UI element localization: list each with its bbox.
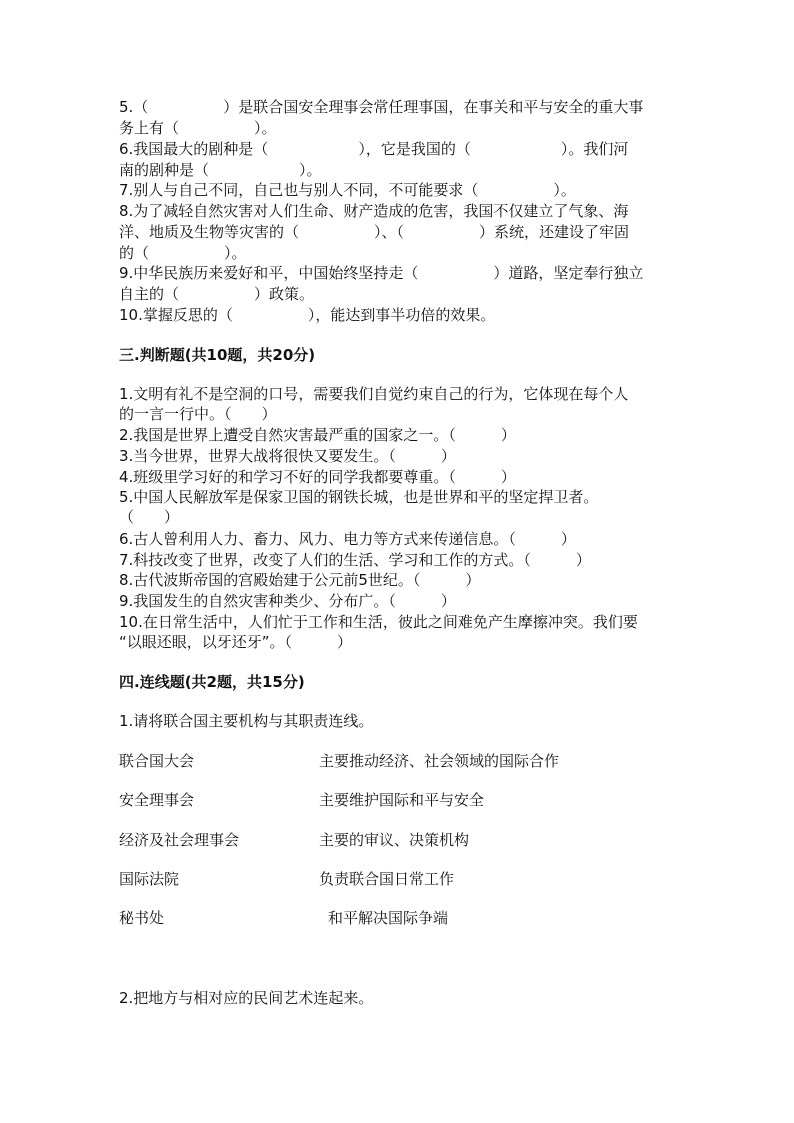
judgement-line: 10.在日常生活中，人们忙于工作和生活，彼此之间难免产生摩擦冲突。我们要 bbox=[119, 613, 638, 631]
judgement-line: 1.文明有礼不是空洞的口号，需要我们自觉约束自己的行为，它体现在每个人 bbox=[119, 385, 629, 403]
judgement-line: 6.古人曾利用人力、畜力、风力、电力等方式来传递信息。（ ） bbox=[119, 530, 576, 548]
match-right-item: 负责联合国日常工作 bbox=[319, 870, 455, 888]
fill-blank-line: 7.别人与自己不同，自己也与别人不同，不可能要求（ ）。 bbox=[119, 181, 576, 199]
fill-blank-line: 8.为了减轻自然灾害对人们生命、财产造成的危害，我国不仅建立了气象、海 bbox=[119, 202, 629, 220]
fill-blank-line: 6.我国最大的剧种是（ ），它是我国的（ ）。我们河 bbox=[119, 140, 629, 158]
fill-blank-line: 10.掌握反思的（ ），能达到事半功倍的效果。 bbox=[119, 306, 496, 324]
match-left-item: 安全理事会 bbox=[119, 791, 195, 809]
judgement-line: 3.当今世界，世界大战将很快又要发生。（ ） bbox=[119, 447, 456, 465]
fill-blank-line: 洋、地质及生物等灾害的（ ）、（ ）系统，还建设了牢固 bbox=[119, 223, 630, 241]
match-right-item: 主要推动经济、社会领域的国际合作 bbox=[319, 752, 560, 770]
judgement-line: 4.班级里学习好的和学习不好的同学我都要尊重。（ ） bbox=[119, 468, 516, 486]
fill-blank-line: 务上有（ ）。 bbox=[119, 119, 277, 137]
match-right-item: 和平解决国际争端 bbox=[328, 909, 449, 927]
judgement-line: 8.古代波斯帝国的宫殿始建于公元前5世纪。（ ） bbox=[119, 571, 481, 589]
fill-blank-line: 的（ ）。 bbox=[119, 244, 247, 262]
match-left-item: 联合国大会 bbox=[119, 752, 195, 770]
match-left-item: 经济及社会理事会 bbox=[119, 831, 240, 849]
judgement-line: 2.我国是世界上遭受自然灾害最严重的国家之一。（ ） bbox=[119, 426, 516, 444]
judgement-line: 的一言一行中。（ ） bbox=[119, 405, 277, 423]
section-heading-judgement: 三.判断题(共10题，共20分) bbox=[119, 346, 316, 364]
fill-blank-line: 南的剧种是（ ）。 bbox=[119, 161, 322, 179]
match-right-item: 主要维护国际和平与安全 bbox=[319, 791, 485, 809]
match-left-item: 秘书处 bbox=[119, 909, 165, 927]
match-right-item: 主要的审议、决策机构 bbox=[319, 831, 470, 849]
fill-blank-line: 自主的（ ）政策。 bbox=[119, 285, 315, 303]
judgement-line: （ ） bbox=[119, 508, 180, 526]
fill-blank-line: 5.（ ）是联合国安全理事会常任理事国，在事关和平与安全的重大事 bbox=[119, 98, 644, 116]
judgement-line: 5.中国人民解放军是保家卫国的钢铁长城，也是世界和平的坚定捍卫者。 bbox=[119, 488, 599, 506]
matching-question-2: 2.把地方与相对应的民间艺术连起来。 bbox=[119, 989, 374, 1007]
match-left-item: 国际法院 bbox=[119, 870, 180, 888]
matching-question-1: 1.请将联合国主要机构与其职责连线。 bbox=[119, 712, 374, 730]
judgement-line: “以眼还眼，以牙还牙”。（ ） bbox=[119, 633, 353, 651]
judgement-line: 7.科技改变了世界，改变了人们的生活、学习和工作的方式。（ ） bbox=[119, 551, 591, 569]
judgement-line: 9.我国发生的自然灾害种类少、分布广。（ ） bbox=[119, 592, 456, 610]
fill-blank-line: 9.中华民族历来爱好和平，中国始终坚持走（ ）道路，坚定奉行独立 bbox=[119, 264, 644, 282]
section-heading-matching: 四.连线题(共2题，共15分) bbox=[119, 673, 305, 691]
